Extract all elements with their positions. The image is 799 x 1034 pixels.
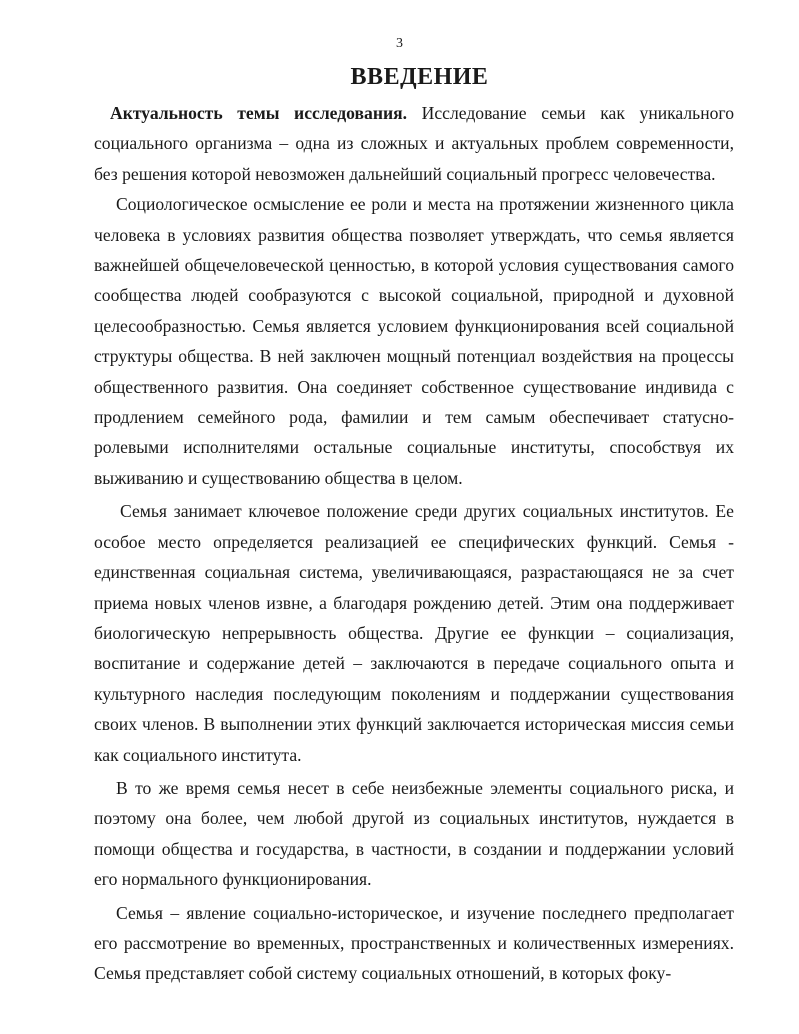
paragraph-text: Исследование семьи как уникального социального организма – одна из сложных и актуальных проблем современности, без решения которой невозможен дальнейший социальный прогресс человечества. <box>94 103 734 184</box>
paragraph-4: В то же время семья несет в себе неизбежные элементы социального риска, и поэтому она более, чем любой другой из социальных институтов, нуждается в помощи общества и государства, в частности, в создании и поддержании условий его нормального функционирования. <box>94 777 734 890</box>
body-text <box>94 98 734 989</box>
paragraph-2: Социологическое осмысление ее роли и места на протяжении жизненного цикла человека в условиях развития общества позволяет утверждать, что семья является важнейшей общечеловеческой ценностью, в которой условия существования самого сообщества людей сообразуются с высокой социальной, природной и духовной целесообразностью. Семья является условием функционирования всей социальной структуры общества. В ней заключен мощный потенциал воздействия на процессы общественного развития. Она соединяет собственное существование индивида с продлением семейного рода, фамилии и тем самым обеспечивает статусно-ролевыми исполнителями остальные социальные институты, способствуя их выживанию и существованию общества в целом. <box>94 194 734 488</box>
section-title: ВВЕДЕНИЕ <box>350 64 489 90</box>
paragraph-3: Семья занимает ключевое положение среди других социальных институтов. Ее особое место определяется реализацией ее специфических функций. Семья - единственная социальная система, увеличивающаяся, разрастающаяся не за счет приема новых членов извне, а благодаря рождению детей. Этим она поддерживает биологическую непрерывность общества. Другие ее функции – социализация, воспитание и содержание детей – заключаются в передаче социального опыта и культурного наследия последующим поколениям и поддержании существования своих членов. В выполнении этих функций заключается историческая миссия семьи как социального института. <box>94 501 734 765</box>
paragraph-lead: Актуальность темы исследования. <box>110 103 408 123</box>
paragraph-5: Семья – явление социально-историческое, и изучение последнего предполагает его рассмотрение во временных, пространственных и количественных измерениях. Семья представляет собой систему социальных отношений, в которых фоку- <box>94 902 734 984</box>
paragraph-1 <box>94 98 734 189</box>
page-number: 3 <box>396 36 403 51</box>
